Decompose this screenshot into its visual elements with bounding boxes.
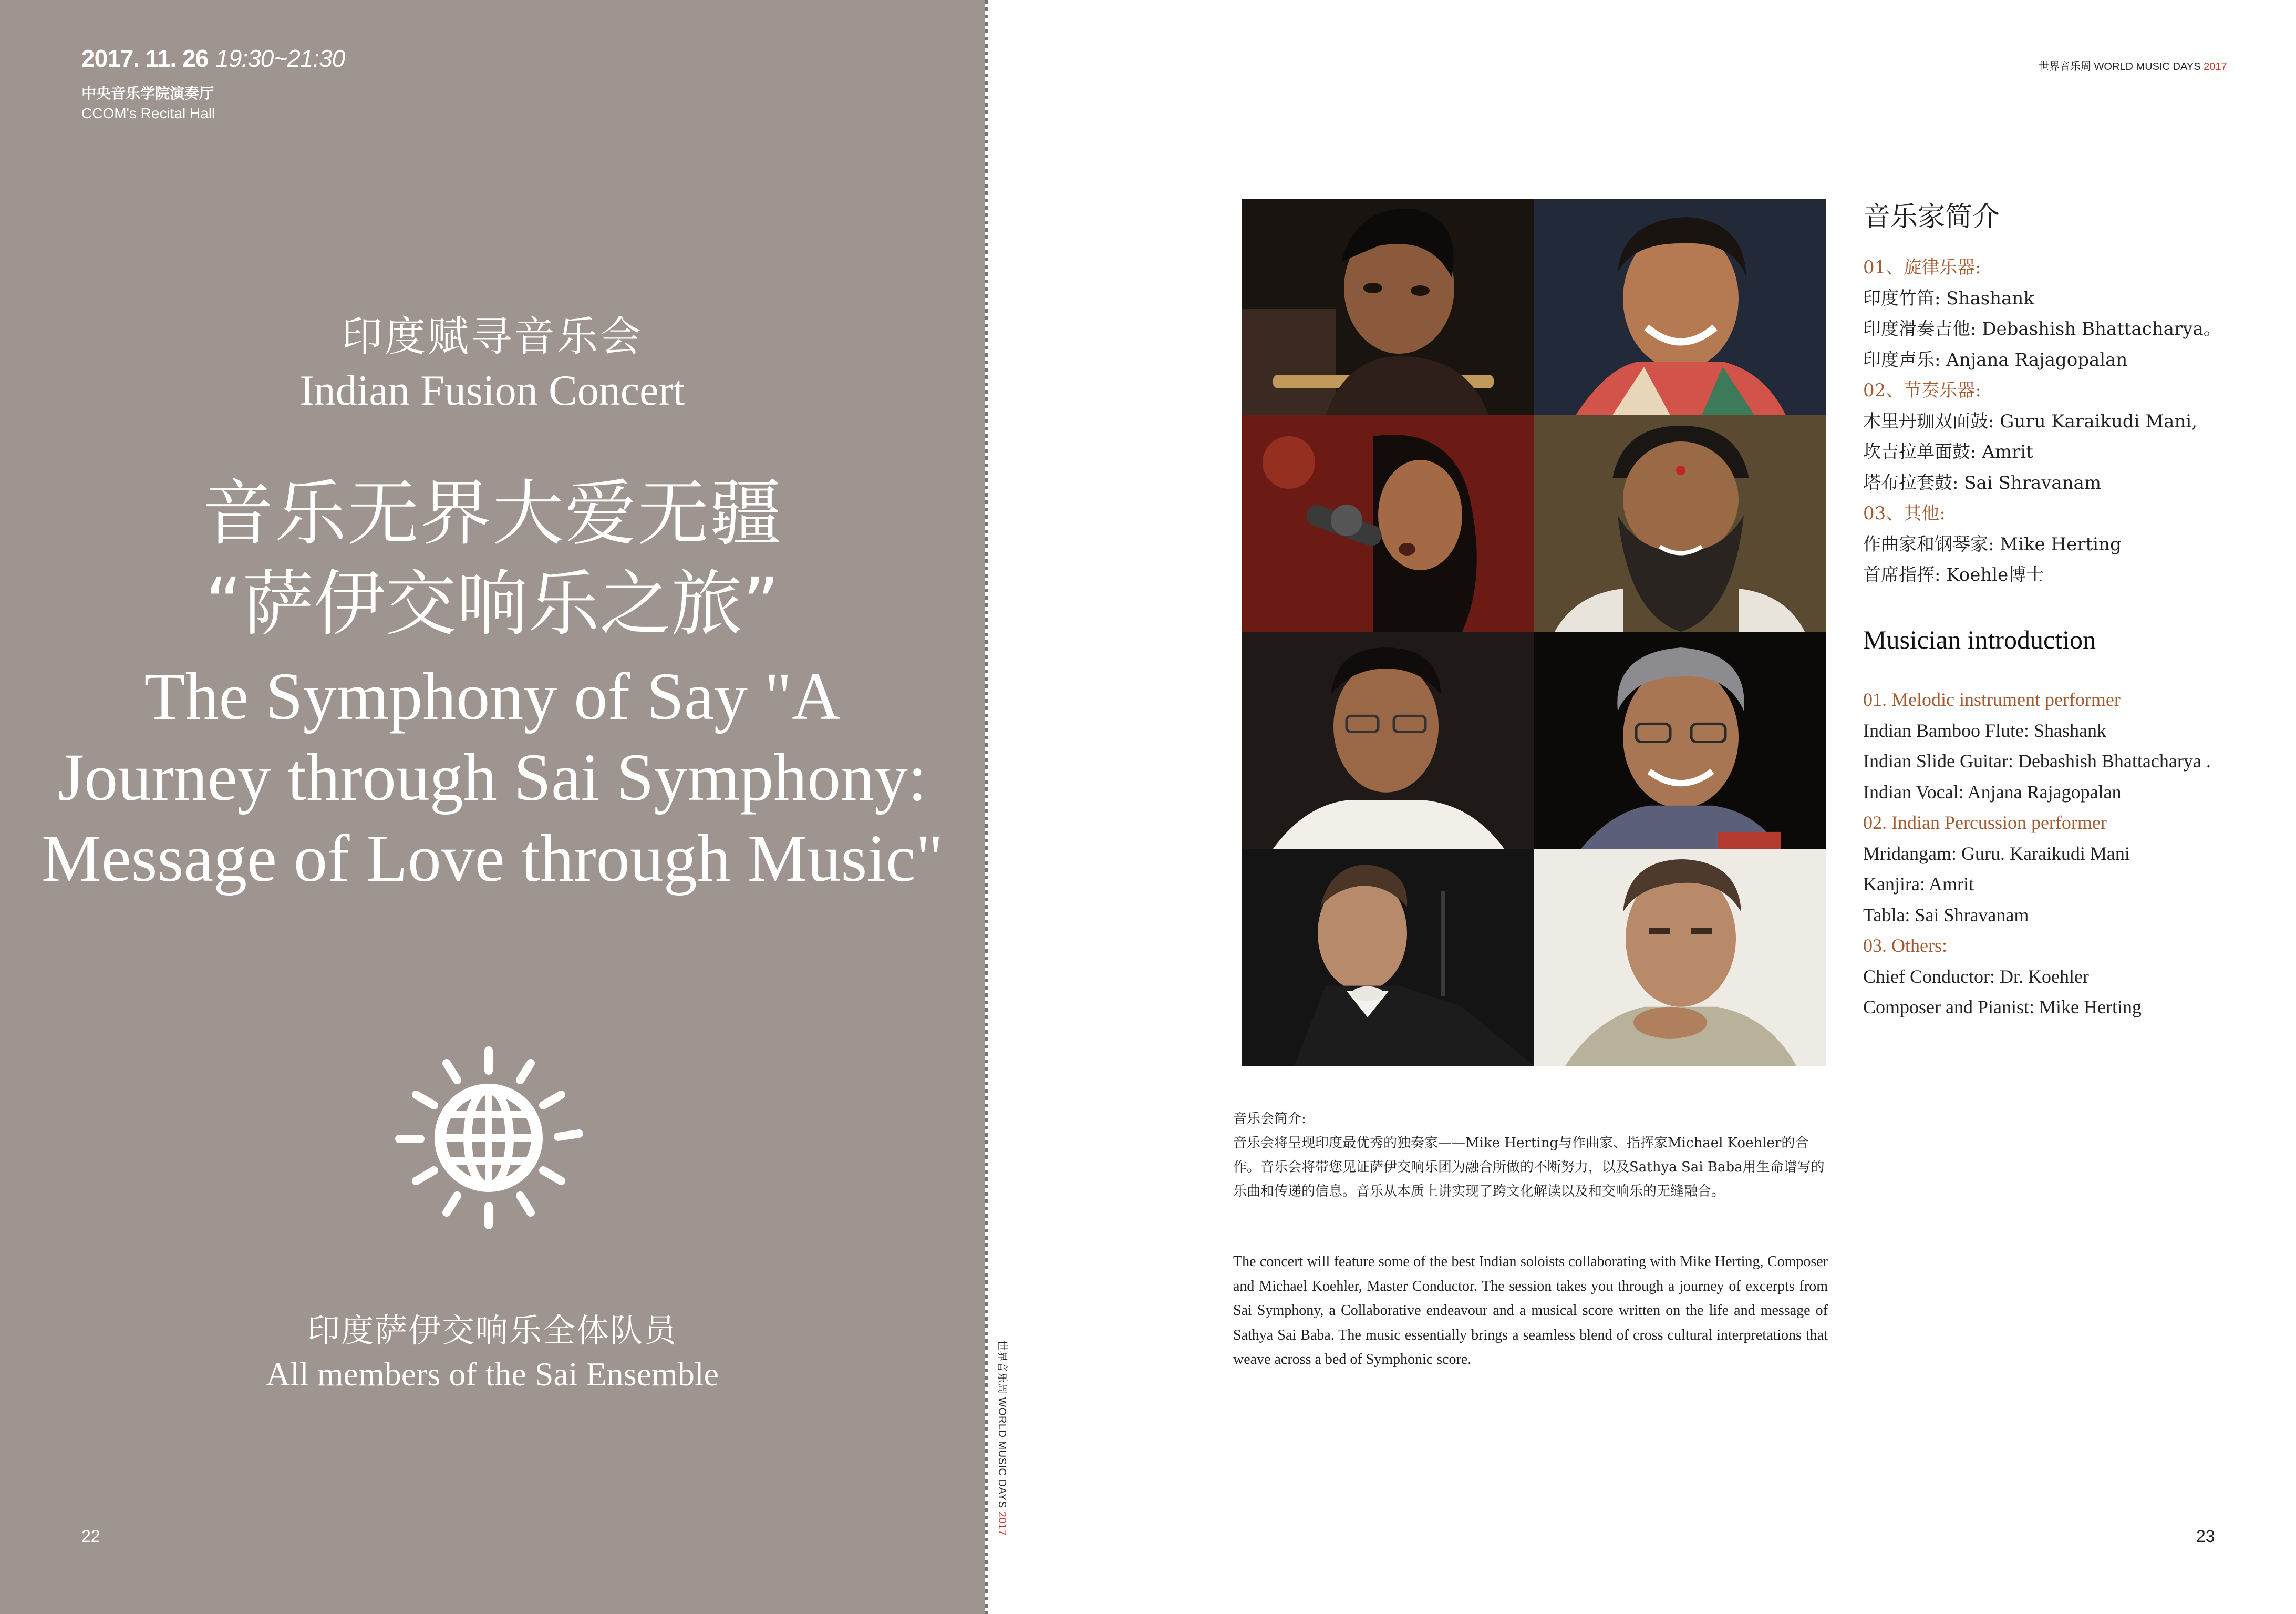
event-date-time	[81, 44, 345, 73]
left-page	[0, 0, 985, 1614]
venue-chinese: 中央音乐学院演奏厅	[81, 85, 214, 102]
kanjira-player-portrait	[1242, 632, 1534, 849]
musicians-list-english	[1863, 684, 2211, 1023]
event-time: 19:30~21:30	[215, 45, 345, 72]
conductor-portrait	[1242, 849, 1534, 1066]
concert-intro-heading: 音乐会简介:	[1233, 1111, 1306, 1127]
list-item: Composer and Pianist: Mike Herting	[1863, 996, 2142, 1017]
theme-chinese-line-1: 音乐无界大爱无疆	[202, 472, 782, 556]
list-item: 01. Melodic instrument performer	[1863, 689, 2121, 710]
sun-globe-icon	[384, 1043, 594, 1232]
performers-chinese: 印度萨伊交响乐全体队员	[307, 1311, 677, 1350]
theme-chinese-line-2: “萨伊交响乐之旅”	[205, 563, 780, 646]
concert-intro-english: The concert will feature some of the best Indian soloists collaborating with Mike Herting, Composer and Michael Koehler, Master Conductor. The session takes you through a journey of excerpts from Sai Symphony, a Collaborative endeavour and a musical score written on the life and message of Sathya Sai Baba. The music essentially brings a seamless blend of cross cultural interpretations that weave across a bed of Symphonic score.	[1233, 1253, 1828, 1368]
concert-intro-chinese	[1233, 1107, 1828, 1204]
list-item: Indian Vocal: Anjana Rajagopalan	[1863, 781, 2122, 803]
list-item: Tabla: Sai Shravanam	[1863, 904, 2029, 926]
list-item: 作曲家和钢琴家: Mike Herting	[1863, 533, 2122, 555]
list-item: 印度滑奏吉他: Debashish Bhattacharya。	[1863, 318, 2221, 340]
concert-title-chinese: 印度赋寻音乐会	[341, 313, 643, 361]
vocalist-portrait	[1242, 415, 1534, 632]
list-item: 02. Indian Percussion performer	[1863, 812, 2107, 833]
list-item: 印度竹笛: Shashank	[1863, 287, 2034, 309]
list-item: 塔布拉套鼓: Sai Shravanam	[1863, 472, 2102, 494]
venue-english: CCOM's Recital Hall	[81, 105, 215, 121]
list-item: 木里丹珈双面鼓: Guru Karaikudi Mani,	[1863, 410, 2197, 432]
mridangam-player-portrait	[1534, 415, 1826, 632]
list-item: Mridangam: Guru. Karaikudi Mani	[1863, 842, 2130, 864]
list-item: 03、其他:	[1863, 503, 1946, 524]
list-item: 02、节奏乐器:	[1863, 380, 1981, 401]
musicians-heading-english: Musician introduction	[1863, 625, 2096, 654]
musicians-list-chinese	[1863, 252, 2221, 591]
spine-label	[996, 1340, 1011, 1536]
tabla-player-portrait	[1534, 632, 1826, 849]
list-item: 印度声乐: Anjana Rajagopalan	[1863, 349, 2128, 371]
list-item: Indian Slide Guitar: Debashish Bhattacharya .	[1863, 751, 2211, 772]
performers-english: All members of the Sai Ensemble	[265, 1355, 719, 1393]
header-mark	[2039, 58, 2227, 73]
concert-intro-body-chinese: 音乐会将呈现印度最优秀的独奏家——Mike Herting与作曲家、指挥家Michael Koehler的合作。音乐会将带您见证萨伊交响乐团为融合所做的不断努力，以及Sathya Sai Baba用生命谱写的乐曲和传递的信息。音乐从本质上讲实现了跨文化解读以及和交响乐的无缝融合。	[1233, 1135, 1825, 1199]
list-item: 首席指挥: Koehle博士	[1863, 564, 2044, 585]
page-number-left: 22	[81, 1527, 100, 1546]
list-item: Chief Conductor: Dr. Koehler	[1863, 965, 2089, 987]
musicians-heading-chinese: 音乐家简介	[1863, 201, 2000, 233]
theme-english: The Symphony of Say "A Journey through Sai Symphony: Message of Love through Music"	[42, 659, 943, 896]
perforation-line	[985, 0, 988, 1614]
list-item: Kanjira: Amrit	[1863, 873, 1974, 895]
header-label: 世界音乐周 WORLD MUSIC DAYS	[2039, 61, 2201, 73]
pianist-portrait	[1534, 849, 1826, 1066]
spine-label-text: 世界音乐周 WORLD MUSIC DAYS	[996, 1340, 1008, 1508]
list-item: 03. Others:	[1863, 935, 1947, 956]
slide-guitarist-portrait	[1534, 199, 1826, 415]
event-date: 2017. 11. 26	[81, 45, 209, 72]
list-item: 01、旋律乐器:	[1863, 257, 1981, 278]
flute-player-portrait	[1242, 199, 1534, 415]
musician-photo-grid	[1242, 199, 1826, 1066]
list-item: Indian Bamboo Flute: Shashank	[1863, 719, 2106, 741]
spine-year: 2017	[996, 1511, 1008, 1536]
concert-title-english: Indian Fusion Concert	[299, 366, 685, 414]
page-number-right: 23	[2196, 1527, 2215, 1546]
header-year: 2017	[2204, 61, 2227, 73]
list-item: 坎吉拉单面鼓: Amrit	[1863, 441, 2033, 462]
